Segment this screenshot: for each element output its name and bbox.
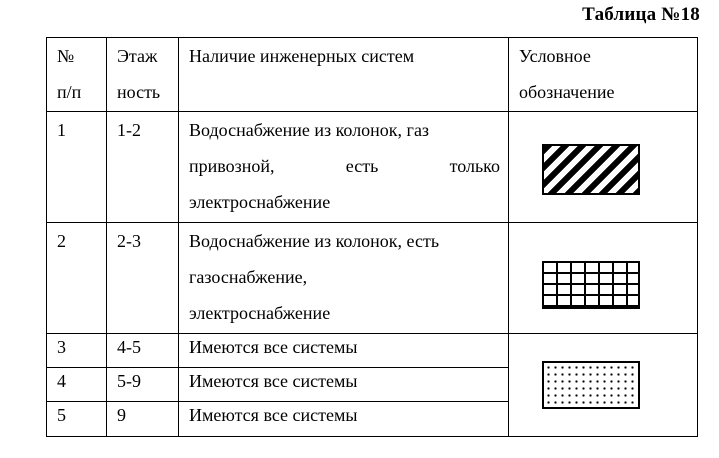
row-symbol xyxy=(509,112,698,223)
desc-line: Водоснабжение из колонок, газ xyxy=(189,120,430,140)
table-row xyxy=(47,112,698,223)
dotted-symbol xyxy=(542,361,640,409)
header-systems-label: Наличие инженерных систем xyxy=(189,46,415,66)
table-caption: Таблица №18 xyxy=(582,4,700,25)
header-floors-line2: ность xyxy=(117,82,161,102)
row-number: 1 xyxy=(47,112,107,223)
desc-line: электроснабжение xyxy=(189,303,331,323)
row-number: 4 xyxy=(47,368,107,402)
row-description: Имеются все системы xyxy=(179,402,509,437)
desc-line: привозной, есть только xyxy=(189,156,500,176)
row-floors: 1-2 xyxy=(107,112,179,223)
header-symbol-line2: обозначение xyxy=(519,82,615,102)
desc-line: Водоснабжение из колонок, есть xyxy=(189,231,440,251)
header-number-line1: № xyxy=(57,46,75,66)
row-symbol xyxy=(509,334,698,437)
diagonal-hatch-symbol xyxy=(542,144,640,195)
desc-line: газоснабжение, xyxy=(189,267,308,287)
row-description xyxy=(179,112,509,223)
row-description xyxy=(179,223,509,334)
row-description: Имеются все системы xyxy=(179,368,509,402)
row-floors: 2-3 xyxy=(107,223,179,334)
header-floors xyxy=(107,38,179,112)
header-number-line2: п/п xyxy=(57,82,82,102)
row-floors: 9 xyxy=(107,402,179,437)
table-row xyxy=(47,334,698,368)
row-symbol xyxy=(509,223,698,334)
row-floors: 5-9 xyxy=(107,368,179,402)
row-floors: 4-5 xyxy=(107,334,179,368)
header-symbol xyxy=(509,38,698,112)
header-symbol-line1: Условное xyxy=(519,46,591,66)
row-number: 2 xyxy=(47,223,107,334)
header-floors-line1: Этаж xyxy=(117,46,158,66)
grid-symbol xyxy=(542,261,640,309)
row-number: 3 xyxy=(47,334,107,368)
table-header-row xyxy=(47,38,698,112)
table-row xyxy=(47,223,698,334)
desc-line: электроснабжение xyxy=(189,192,331,212)
row-description: Имеются все системы xyxy=(179,334,509,368)
row-number: 5 xyxy=(47,402,107,437)
header-systems xyxy=(179,38,509,112)
header-number xyxy=(47,38,107,112)
engineering-systems-table xyxy=(46,37,698,437)
